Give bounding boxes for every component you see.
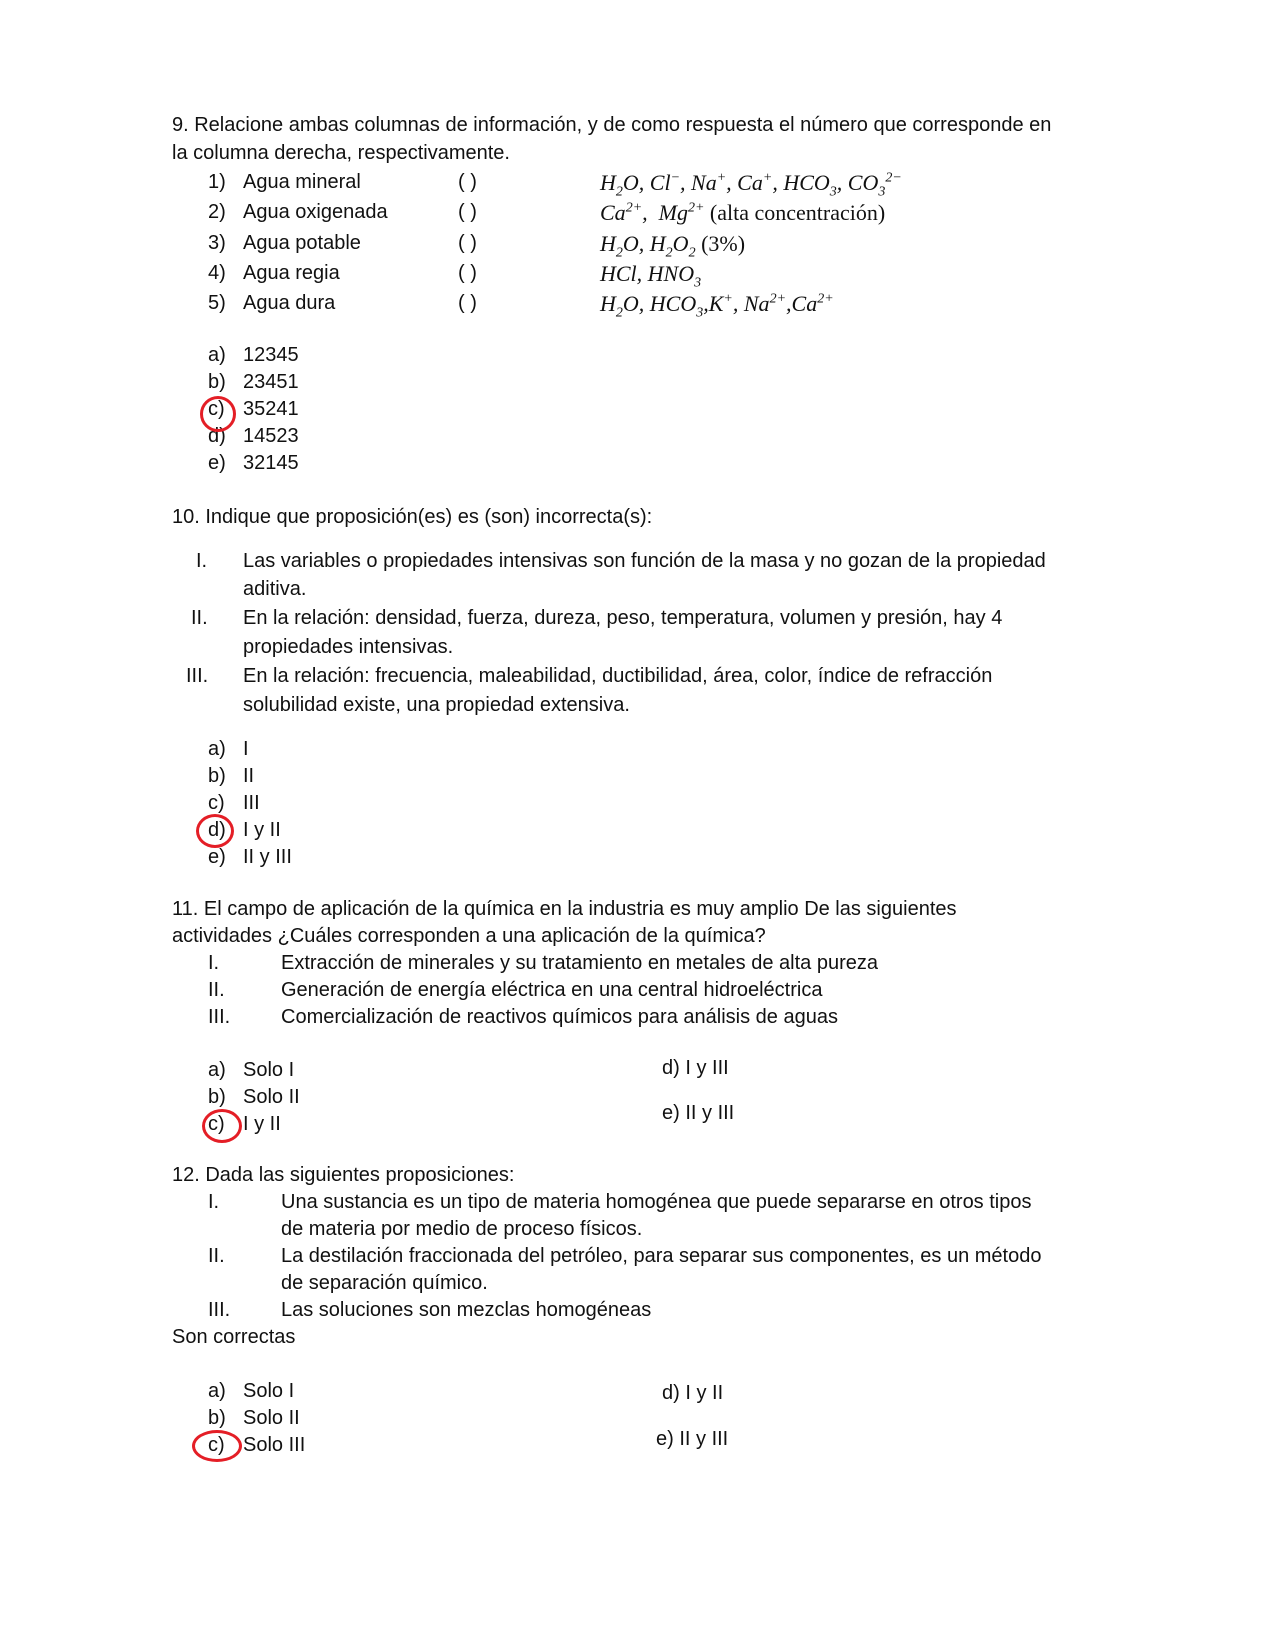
q12-prop-num: II. (208, 1245, 225, 1267)
q10-option-letter: e) (208, 846, 226, 868)
q9-item-num: 1) (208, 171, 226, 193)
q10-option-text: III (243, 792, 260, 814)
q10-option-letter: a) (208, 738, 226, 760)
answer-circle-mark (202, 1109, 242, 1143)
q9-item-label: Agua mineral (243, 171, 361, 193)
q10-prop-num: I. (196, 550, 208, 572)
q9-item-paren: ( ) (458, 201, 477, 223)
q11-prop-text: Extracción de minerales y su tratamiento en metales de alta pureza (281, 952, 878, 974)
q12-option-text: Solo I (243, 1380, 295, 1402)
q11-option-text: I y II (243, 1113, 281, 1135)
q12-prop-line1: Una sustancia es un tipo de materia homogénea que puede separarse en otros tipos (281, 1191, 1032, 1213)
q12-option-text: Solo III (243, 1434, 306, 1456)
q9-formula-5: $H_2O$, $HCO_3,K^+$, $Na^{2+},Ca^{2+}$ (600, 291, 834, 321)
answer-circle-mark (192, 1430, 242, 1462)
q10-prop-line2: propiedades intensivas. (243, 636, 454, 658)
q11-option-text: Solo II (243, 1086, 300, 1108)
q9-option-letter: b) (208, 371, 226, 393)
q10-option-letter: b) (208, 765, 226, 787)
q10-prop-line1: Las variables o propiedades intensivas son función de la masa y no gozan de la propiedad (243, 550, 1046, 572)
q9-item-label: Agua regia (243, 262, 340, 284)
q9-stem-line1: 9. Relacione ambas columnas de información, y de como respuesta el número que corresponde en (172, 114, 1052, 136)
q10-option-text: II y III (243, 846, 292, 868)
q12-option-text: Solo II (243, 1407, 300, 1429)
q12-option-e: e) II y III (656, 1428, 729, 1450)
q10-option-text: II (243, 765, 255, 787)
q10-stem: 10. Indique que proposición(es) es (son) incorrecta(s): (172, 506, 653, 528)
q9-formula-2: $Ca^{2+}$, $Mg^{2+}$ (alta concentración) (600, 200, 886, 225)
q11-option-letter: c) (208, 1113, 225, 1135)
q9-item-label: Agua potable (243, 232, 361, 254)
q9-option-text: 12345 (243, 344, 299, 366)
q12-option-d: d) I y II (662, 1382, 724, 1404)
q12-prop-line1: Las soluciones son mezclas homogéneas (281, 1299, 652, 1321)
q11-prop-num: III. (208, 1006, 231, 1028)
q12-option-letter: a) (208, 1380, 226, 1402)
q9-option-text: 14523 (243, 425, 299, 447)
q9-item-paren: ( ) (458, 171, 477, 193)
q9-item-paren: ( ) (458, 232, 477, 254)
q9-formula-note: (alta concentración) (709, 200, 886, 225)
q10-option-text: I y II (243, 819, 281, 841)
q11-stem-line2: actividades ¿Cuáles corresponden a una aplicación de la química? (172, 925, 766, 947)
q9-formula-4: HCl, $HNO_3$ (600, 261, 702, 291)
answer-circle-mark (196, 814, 234, 848)
q12-prop-line1: La destilación fraccionada del petróleo, para separar sus componentes, es un método (281, 1245, 1042, 1267)
q9-item-paren: ( ) (458, 262, 477, 284)
q11-prop-num: I. (208, 952, 220, 974)
q10-prop-num: III. (186, 665, 209, 687)
q9-option-letter: c) (208, 398, 225, 420)
q11-option-d: d) I y III (662, 1057, 729, 1079)
q9-option-letter: a) (208, 344, 226, 366)
q10-prop-line1: En la relación: frecuencia, maleabilidad, ductibilidad, área, color, índice de refracción (243, 665, 993, 687)
q9-item-paren: ( ) (458, 292, 477, 314)
q10-prop-line2: aditiva. (243, 578, 307, 600)
q10-prop-line2: solubilidad existe, una propiedad extensiva. (243, 694, 630, 716)
answer-circle-mark (200, 396, 236, 432)
q10-prop-num: II. (191, 607, 208, 629)
q10-option-text: I (243, 738, 249, 760)
q11-option-e: e) II y III (662, 1102, 735, 1124)
q12-prop-line2: de separación químico. (281, 1272, 488, 1294)
q11-option-letter: b) (208, 1086, 226, 1108)
q9-option-text: 23451 (243, 371, 299, 393)
q11-prop-num: II. (208, 979, 225, 1001)
q11-stem-line1: 11. El campo de aplicación de la química en la industria es muy amplio De las siguientes (172, 898, 957, 920)
q10-option-letter: d) (208, 819, 226, 841)
q12-prop-num: I. (208, 1191, 220, 1213)
q9-formula-pct: (3%) (701, 231, 746, 256)
q12-option-letter: c) (208, 1434, 225, 1456)
q9-stem-line2: la columna derecha, respectivamente. (172, 142, 510, 164)
q11-option-text: Solo I (243, 1059, 295, 1081)
q10-option-letter: c) (208, 792, 225, 814)
q11-prop-text: Comercialización de reactivos químicos para análisis de aguas (281, 1006, 838, 1028)
q9-item-num: 2) (208, 201, 226, 223)
q9-formula-1: $H_2O$, Cl−, Na+, Ca+, $HCO_3$, $CO_3^{2-}$ (600, 170, 902, 200)
q11-option-letter: a) (208, 1059, 226, 1081)
q9-option-letter: e) (208, 452, 226, 474)
q9-item-num: 5) (208, 292, 226, 314)
q9-formula-3: $H_2O$, $H_2O_2$ (3%) (600, 231, 746, 261)
q9-item-label: Agua oxigenada (243, 201, 388, 223)
q9-item-num: 3) (208, 232, 226, 254)
q9-option-text: 35241 (243, 398, 299, 420)
q12-prop-num: III. (208, 1299, 231, 1321)
q12-option-letter: b) (208, 1407, 226, 1429)
q12-closing: Son correctas (172, 1326, 296, 1348)
q10-prop-line1: En la relación: densidad, fuerza, dureza, peso, temperatura, volumen y presión, hay 4 (243, 607, 1003, 629)
q9-option-text: 32145 (243, 452, 299, 474)
q12-prop-line2: de materia por medio de proceso físicos. (281, 1218, 643, 1240)
q9-item-label: Agua dura (243, 292, 336, 314)
q9-option-letter: d) (208, 425, 226, 447)
q11-prop-text: Generación de energía eléctrica en una central hidroeléctrica (281, 979, 823, 1001)
q9-item-num: 4) (208, 262, 226, 284)
q12-stem: 12. Dada las siguientes proposiciones: (172, 1164, 515, 1186)
